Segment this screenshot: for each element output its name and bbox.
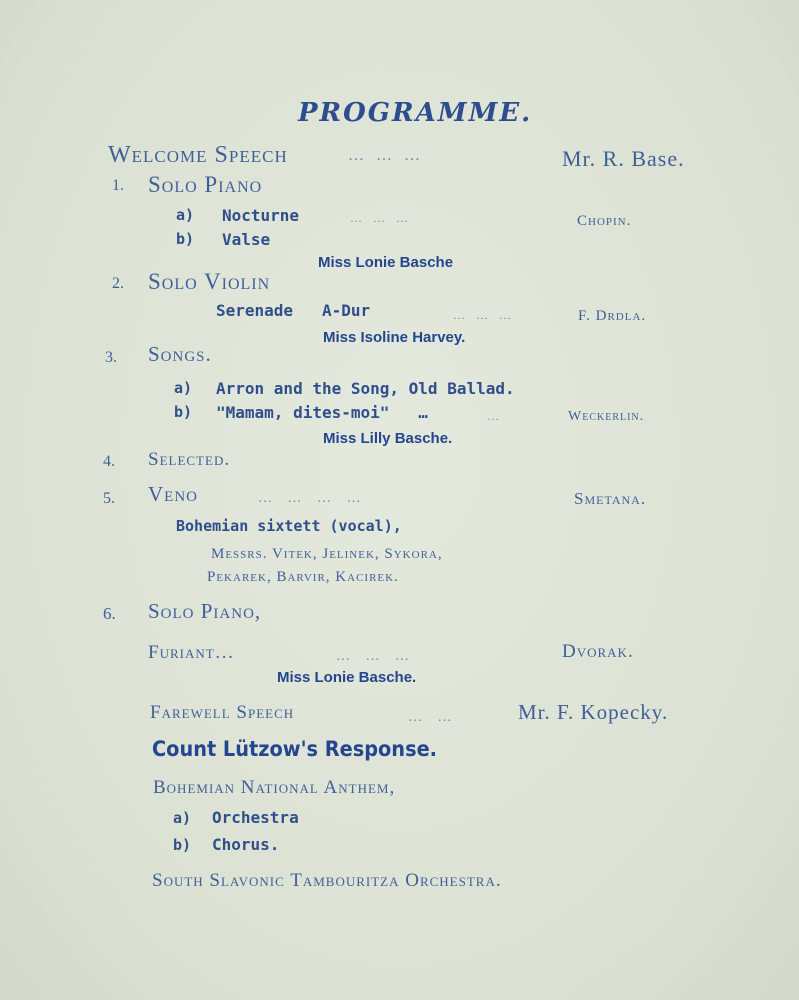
item3-b-letter: b) [174, 403, 193, 421]
item3-b-piece: "Mamam, dites-moi" … [216, 403, 428, 422]
item5-messrs-line2: Pekarek, Barvir, Kacirek. [207, 569, 399, 585]
item4-title: Selected. [148, 449, 231, 470]
item2-composer: F. Drdla. [578, 308, 647, 324]
farewell-speech-label: Farewell Speech [150, 702, 295, 723]
item6-composer: Dvorak. [562, 641, 634, 662]
item5-ensemble: Bohemian sixtett (vocal), [176, 517, 402, 535]
item5-title: Veno [148, 482, 198, 506]
item6-performer: Miss Lonie Basche. [277, 669, 417, 686]
welcome-speech-label: Welcome Speech [108, 142, 288, 168]
item1-title: Solo Piano [148, 172, 263, 197]
item4-number: 4. [103, 453, 115, 470]
item2-piece: Serenade A-Dur [216, 301, 371, 320]
item5-messrs-line1: Messrs. Vitek, Jelinek, Sykora, [211, 546, 443, 562]
farewell-performer: Mr. F. Kopecky. [518, 700, 669, 724]
item3-b-composer: Weckerlin. [568, 409, 645, 424]
closing-line: South Slavonic Tambouritza Orchestra. [152, 870, 502, 891]
item2-dots: … … … [453, 308, 515, 322]
anthem-a-text: Orchestra [212, 808, 299, 827]
item1-b-piece: Valse [222, 230, 271, 249]
item3-performer: Miss Lilly Basche. [323, 430, 453, 447]
item2-title: Solo Violin [148, 269, 271, 294]
item3-title: Songs. [148, 342, 212, 366]
item1-a-letter: a) [176, 206, 195, 224]
count-lutzow-response: Count Lützow's Response. [152, 737, 438, 761]
page-title: PROGRAMME. [298, 98, 533, 128]
anthem-label: Bohemian National Anthem, [153, 777, 396, 798]
welcome-leader-dots: … … … [348, 147, 424, 164]
item6-piece: Furiant… [148, 642, 235, 663]
item3-number: 3. [105, 349, 117, 366]
item1-b-letter: b) [176, 230, 195, 248]
item3-a-piece: Arron and the Song, Old Ballad. [216, 379, 515, 398]
farewell-leader-dots: … … [408, 710, 458, 725]
item2-number: 2. [112, 275, 124, 292]
item1-a-composer: Chopin. [577, 213, 632, 229]
item6-title: Solo Piano, [148, 599, 262, 623]
item1-a-dots: … … … [350, 211, 412, 225]
anthem-b-text: Chorus. [212, 835, 280, 854]
welcome-performer: Mr. R. Base. [562, 146, 685, 171]
item2-performer: Miss Isoline Harvey. [323, 329, 466, 346]
item6-dots: … … … [336, 649, 415, 664]
item3-a-letter: a) [174, 379, 193, 397]
item5-composer: Smetana. [574, 489, 647, 508]
item5-number: 5. [103, 490, 115, 507]
item3-b-dots: … [487, 409, 503, 423]
item1-a-piece: Nocturne [222, 206, 300, 225]
item5-dots: … … … … [258, 491, 367, 506]
anthem-a-letter: a) [173, 809, 192, 827]
item6-number: 6. [103, 604, 116, 623]
item1-performer: Miss Lonie Basche [318, 254, 454, 271]
item1-number: 1. [112, 177, 124, 194]
anthem-b-letter: b) [173, 836, 192, 854]
